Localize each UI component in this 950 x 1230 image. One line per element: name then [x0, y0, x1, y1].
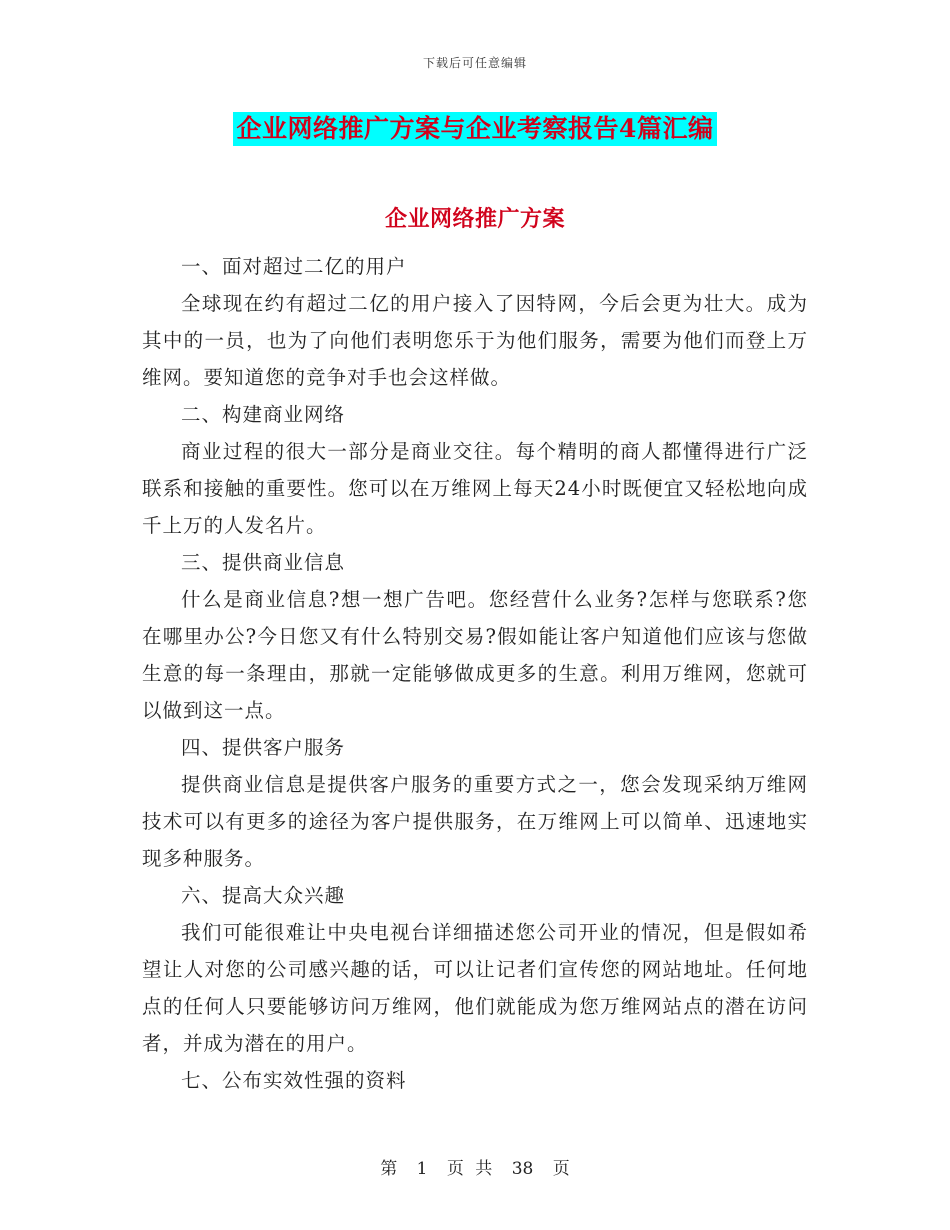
- body-paragraph: 全球现在约有超过二亿的用户接入了因特网，今后会更为壮大。成为其中的一员，也为了向他们表明您乐于为他们服务，需要为他们而登上万维网。要知道您的竞争对手也会这样做。: [142, 292, 808, 389]
- page-footer: [0, 1154, 950, 1179]
- footer-suffix: 页: [552, 1159, 570, 1179]
- footer-prefix: 第: [380, 1159, 398, 1179]
- body-paragraph: 提供商业信息是提供客户服务的重要方式之一，您会发现采纳万维网技术可以有更多的途径为客户提供服务，在万维网上可以简单、迅速地实现多种服务。: [142, 773, 808, 870]
- footer-total-pages: 38: [511, 1159, 534, 1179]
- heading-paragraph: 七、公布实效性强的资料: [181, 1069, 407, 1092]
- heading-paragraph: 六、提高大众兴趣: [181, 884, 346, 907]
- heading-paragraph: 一、面对超过二亿的用户: [181, 255, 407, 278]
- heading-paragraph: 三、提供商业信息: [181, 551, 346, 574]
- header-note: 下载后可任意编辑: [422, 56, 527, 70]
- body-paragraph: 商业过程的很大一部分是商业交往。每个精明的商人都懂得进行广泛联系和接触的重要性。您可以在万维网上每天24小时既便宜又轻松地向成千上万的人发名片。: [142, 440, 808, 537]
- footer-page-number: 1: [416, 1159, 428, 1179]
- footer-middle: 页 共: [446, 1159, 493, 1179]
- section-title: 企业网络推广方案: [384, 206, 565, 232]
- document-title: 企业网络推广方案与企业考察报告4篇汇编: [233, 112, 718, 146]
- heading-paragraph: 四、提供客户服务: [181, 736, 346, 759]
- body-paragraph: 我们可能很难让中央电视台详细描述您公司开业的情况，但是假如希望让人对您的公司感兴趣的话，可以让记者们宣传您的网站地址。任何地点的任何人只要能够访问万维网，他们就能成为您万维网站点的潜在访问者，并成为潜在的用户。: [142, 921, 808, 1055]
- body-paragraph: 什么是商业信息?想一想广告吧。您经营什么业务?怎样与您联系?您在哪里办公?今日您又有什么特别交易?假如能让客户知道他们应该与您做生意的每一条理由，那就一定能够做成更多的生意。利用万维网，您就可以做到这一点。: [142, 588, 808, 722]
- heading-paragraph: 二、构建商业网络: [181, 403, 346, 426]
- main-title-wrap: [0, 112, 950, 146]
- document-body: [142, 248, 808, 1099]
